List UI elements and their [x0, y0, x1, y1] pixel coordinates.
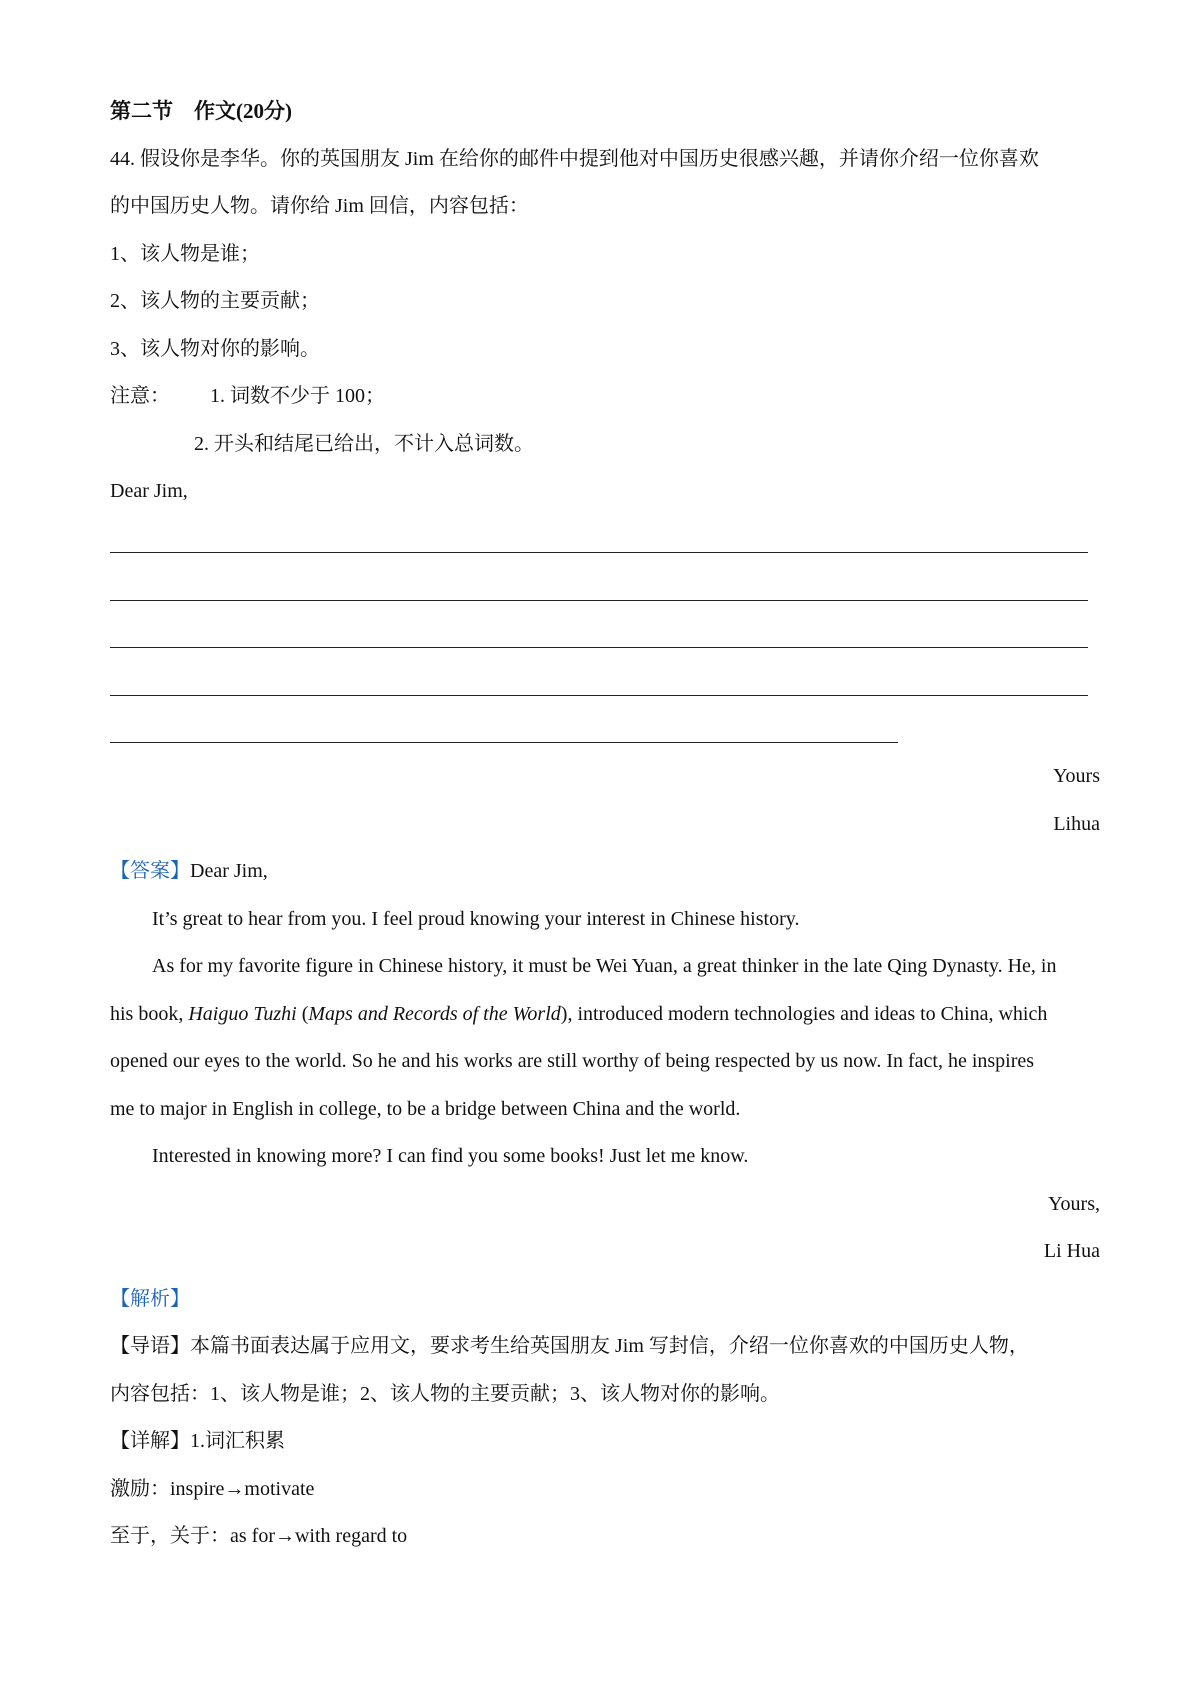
letter-closing: Yours	[1053, 765, 1100, 787]
answer-paragraph-1: It’s great to hear from you. I feel proud knowing your interest in Chinese history.	[152, 907, 800, 930]
answer-greeting: Dear Jim,	[190, 860, 268, 882]
notice-label: 注意：	[110, 385, 170, 407]
notice-item-1: 1. 词数不少于 100；	[210, 385, 385, 407]
answer-text: his book,	[110, 1002, 189, 1025]
answer-closing: Yours,	[1048, 1192, 1100, 1215]
answer-text: (	[296, 1002, 309, 1025]
content-point-2: 2、该人物的主要贡献；	[110, 290, 320, 312]
content-point-3: 3、该人物对你的影响。	[110, 337, 320, 360]
section-title: 第二节 作文(20分)	[110, 99, 292, 123]
answer-paragraph-2-line-2	[110, 991, 1100, 1039]
detail-tag: 【详解】	[110, 1430, 190, 1452]
question-line-2: 的中国历史人物。请你给 Jim 回信，内容包括：	[110, 195, 529, 217]
answer-row	[110, 848, 1100, 896]
intro-text: 本篇书面表达属于应用文，要求考生给英国朋友 Jim 写封信，介绍一位你喜欢的中国历史人物，	[190, 1335, 1029, 1357]
document-page	[110, 88, 1100, 1561]
analysis-tag: 【解析】	[110, 1287, 190, 1310]
intro-line-1	[110, 1323, 1100, 1371]
content-point-1: 1、该人物是谁；	[110, 242, 260, 265]
book-title: Haiguo Tuzhi	[188, 1002, 297, 1025]
answer-paragraph-2-line-3: opened our eyes to the world. So he and his works are still worthy of being respected by us now. In fact, he inspires	[110, 1050, 1035, 1072]
answer-signature: Li Hua	[1043, 1240, 1100, 1262]
answer-tag: 【答案】	[110, 860, 190, 882]
notice-item-2: 2. 开头和结尾已给出，不计入总词数。	[194, 432, 534, 455]
letter-greeting: Dear Jim,	[110, 480, 188, 502]
detail-row	[110, 1418, 1100, 1466]
book-translation: Maps and Records of the World	[308, 1002, 561, 1025]
question-line-1: 44. 假设你是李华。你的英国朋友 Jim 在给你的邮件中提到他对中国历史很感兴趣，并请你介绍一位你喜欢	[110, 147, 1039, 170]
intro-tag: 【导语】	[110, 1335, 190, 1357]
vocab-item-1: 激励：inspire→motivate	[110, 1477, 315, 1500]
writing-blank-line-4[interactable]	[110, 658, 1100, 706]
answer-paragraph-2-line-4: me to major in English in college, to be a bridge between China and the world.	[110, 1097, 741, 1120]
intro-line-2: 内容包括：1、该人物是谁；2、该人物的主要贡献；3、该人物对你的影响。	[110, 1382, 780, 1405]
writing-blank-line-1[interactable]	[110, 516, 1100, 564]
vocab-item-2: 至于，关于：as for→with regard to	[110, 1525, 408, 1547]
detail-title: 1.词汇积累	[190, 1430, 285, 1452]
writing-blank-line-5[interactable]	[110, 706, 1100, 754]
writing-blank-line-3[interactable]	[110, 611, 1100, 659]
notice-row	[110, 373, 1100, 421]
answer-text: ), introduced modern technologies and ideas to China, which	[560, 1002, 1048, 1025]
answer-paragraph-2-line-1: As for my favorite figure in Chinese history, it must be Wei Yuan, a great thinker in the late Qing Dynasty. He, in	[152, 955, 1057, 977]
answer-paragraph-3: Interested in knowing more? I can find you some books! Just let me know.	[152, 1145, 749, 1167]
letter-signature: Lihua	[1053, 812, 1100, 835]
writing-blank-line-2[interactable]	[110, 563, 1100, 611]
